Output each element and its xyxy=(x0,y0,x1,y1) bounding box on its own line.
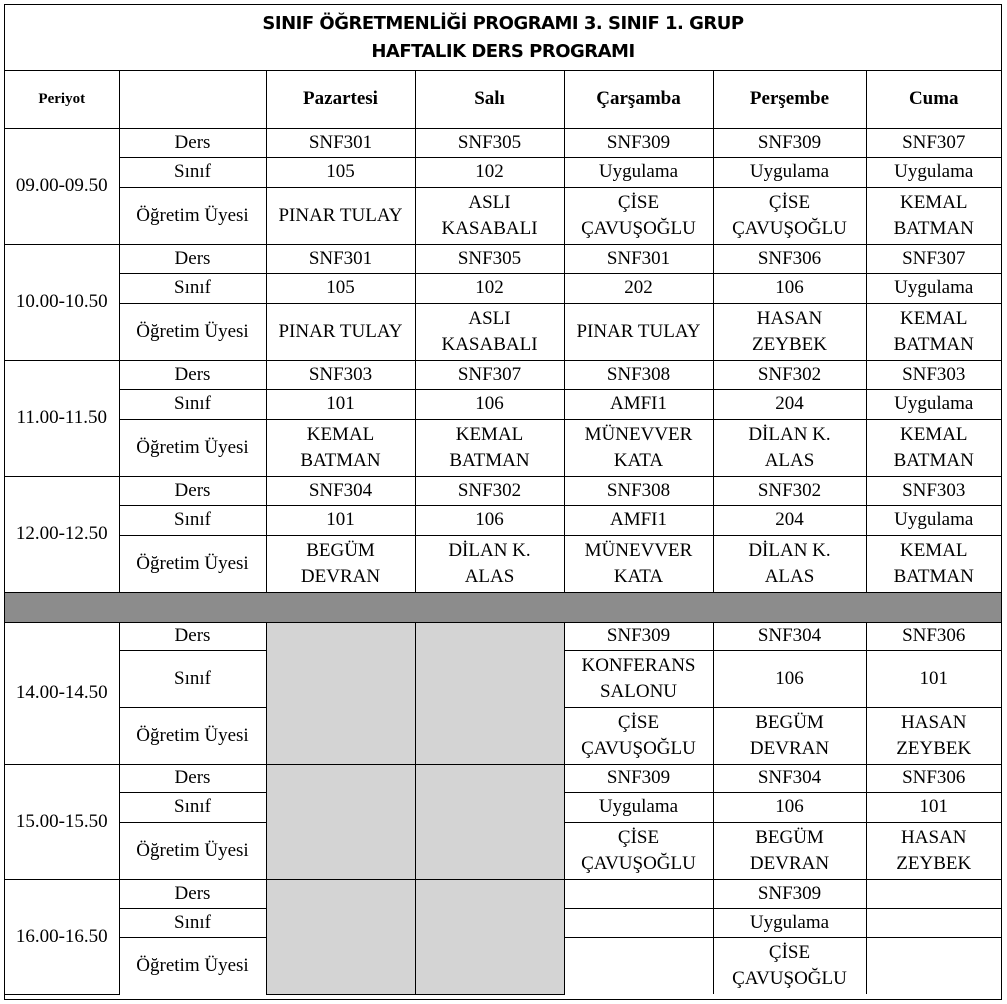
instructor xyxy=(866,822,1001,879)
classroom-text: 102 xyxy=(475,161,504,182)
course-code: SNF302 xyxy=(415,476,564,505)
schedule-table xyxy=(5,71,1001,995)
classroom-text: 106 xyxy=(775,796,804,817)
instructor-name-line: MÜNEVVER xyxy=(584,423,693,445)
instructor-name-line: BATMAN xyxy=(893,217,974,239)
classroom-text: 102 xyxy=(475,277,504,298)
period-row-ogretim_uyesi xyxy=(5,419,1001,476)
classroom xyxy=(713,157,866,187)
instructor xyxy=(415,535,564,592)
instructor-name-line: ÇİSE xyxy=(768,941,811,963)
classroom-text: AMFI1 xyxy=(609,509,667,530)
instructor xyxy=(564,937,713,994)
course-code: SNF304 xyxy=(266,476,415,505)
header-periyot: Periyot xyxy=(5,71,119,128)
period-row-sinif xyxy=(5,505,1001,535)
course-code: SNF309 xyxy=(564,622,713,650)
course-code: SNF301 xyxy=(266,128,415,157)
period-row-ders xyxy=(5,128,1001,157)
row-label-ders: Ders xyxy=(119,764,266,792)
instructor xyxy=(866,419,1001,476)
row-label-sinif: Sınıf xyxy=(119,908,266,937)
course-code: SNF309 xyxy=(713,128,866,157)
lunch-break-row xyxy=(5,592,1001,622)
instructor-name-line: BEGÜM xyxy=(755,826,824,848)
instructor xyxy=(564,419,713,476)
row-label-sinif: Sınıf xyxy=(119,650,266,707)
classroom xyxy=(564,505,713,535)
instructor-name-line: DEVRAN xyxy=(749,737,830,759)
period-time: 09.00-09.50 xyxy=(5,128,119,244)
row-label-ogretim_uyesi: Öğretim Üyesi xyxy=(119,937,266,994)
classroom-text: AMFI1 xyxy=(609,393,667,414)
row-label-ogretim_uyesi: Öğretim Üyesi xyxy=(119,822,266,879)
instructor-name-line: ÇİSE xyxy=(617,191,660,213)
instructor xyxy=(866,937,1001,994)
classroom-text: 106 xyxy=(475,509,504,530)
period-row-ders xyxy=(5,879,1001,908)
course-code xyxy=(564,879,713,908)
instructor-name-line: ÇAVUŞOĞLU xyxy=(581,852,696,874)
classroom xyxy=(713,908,866,937)
classroom-text: 101 xyxy=(326,509,355,530)
instructor-name-line: KEMAL xyxy=(306,423,375,445)
classroom xyxy=(866,389,1001,419)
title-line-1: SINIF ÖĞRETMENLİĞİ PROGRAMI 3. SINIF 1. GRUP xyxy=(262,12,744,34)
instructor-name-line: KEMAL xyxy=(899,423,968,445)
classroom xyxy=(713,650,866,707)
instructor-name-line: KATA xyxy=(613,565,664,587)
instructor-name-line: ZEYBEK xyxy=(896,852,972,874)
instructor xyxy=(713,822,866,879)
period-row-ders xyxy=(5,244,1001,273)
instructor xyxy=(866,187,1001,244)
classroom xyxy=(866,505,1001,535)
instructor-name-line: KEMAL xyxy=(899,539,968,561)
row-label-ders: Ders xyxy=(119,476,266,505)
schedule-sheet xyxy=(4,4,1002,1000)
course-code: SNF309 xyxy=(564,128,713,157)
classroom-text: 106 xyxy=(775,277,804,298)
classroom-text: Uygulama xyxy=(749,161,830,182)
course-code: SNF308 xyxy=(564,360,713,389)
instructor-name-line: KEMAL xyxy=(455,423,524,445)
course-code: SNF303 xyxy=(866,360,1001,389)
course-code: SNF306 xyxy=(866,764,1001,792)
empty-slot xyxy=(415,622,564,764)
course-code: SNF306 xyxy=(713,244,866,273)
row-label-sinif: Sınıf xyxy=(119,505,266,535)
classroom xyxy=(866,792,1001,822)
instructor xyxy=(266,187,415,244)
instructor-name-line: BEGÜM xyxy=(755,711,824,733)
period-row-ders xyxy=(5,764,1001,792)
instructor-name-line: ÇİSE xyxy=(617,826,660,848)
classroom-text: 204 xyxy=(775,509,804,530)
course-code: SNF304 xyxy=(713,622,866,650)
empty-slot xyxy=(266,622,415,764)
classroom xyxy=(266,273,415,303)
classroom xyxy=(564,908,713,937)
empty-slot xyxy=(266,764,415,879)
period-row-sinif xyxy=(5,389,1001,419)
classroom xyxy=(564,157,713,187)
instructor xyxy=(415,419,564,476)
instructor-name-line: DİLAN K. xyxy=(748,423,831,445)
instructor xyxy=(866,303,1001,360)
classroom xyxy=(415,389,564,419)
classroom xyxy=(564,273,713,303)
classroom-text: 101 xyxy=(326,393,355,414)
classroom-text: 105 xyxy=(326,161,355,182)
course-code xyxy=(866,879,1001,908)
instructor-name-line: ASLI xyxy=(468,191,511,213)
row-label-ogretim_uyesi: Öğretim Üyesi xyxy=(119,303,266,360)
course-code: SNF306 xyxy=(866,622,1001,650)
empty-slot xyxy=(415,764,564,879)
row-label-sinif: Sınıf xyxy=(119,157,266,187)
period-time: 15.00-15.50 xyxy=(5,764,119,879)
instructor-name-line: KEMAL xyxy=(899,307,968,329)
instructor xyxy=(713,535,866,592)
period-time: 11.00-11.50 xyxy=(5,360,119,476)
classroom-text: Uygulama xyxy=(894,393,974,414)
course-code: SNF303 xyxy=(266,360,415,389)
classroom xyxy=(713,389,866,419)
instructor-name-line: DEVRAN xyxy=(749,852,830,874)
instructor-name-line: DEVRAN xyxy=(300,565,381,587)
course-code: SNF304 xyxy=(713,764,866,792)
row-label-ders: Ders xyxy=(119,244,266,273)
instructor xyxy=(713,419,866,476)
course-code: SNF305 xyxy=(415,128,564,157)
classroom xyxy=(266,389,415,419)
classroom xyxy=(266,157,415,187)
course-code: SNF302 xyxy=(713,476,866,505)
header-day: Pazartesi xyxy=(266,71,415,128)
period-row-ders xyxy=(5,476,1001,505)
classroom xyxy=(415,273,564,303)
course-code: SNF309 xyxy=(713,879,866,908)
header-day: Perşembe xyxy=(713,71,866,128)
course-code: SNF301 xyxy=(266,244,415,273)
classroom-text: Uygulama xyxy=(598,796,679,817)
course-code: SNF307 xyxy=(866,128,1001,157)
instructor-name-line: PINAR TULAY xyxy=(278,204,403,226)
header-day: Salı xyxy=(415,71,564,128)
classroom xyxy=(713,792,866,822)
row-label-ogretim_uyesi: Öğretim Üyesi xyxy=(119,187,266,244)
instructor-name-line: KATA xyxy=(613,449,664,471)
classroom xyxy=(564,650,713,707)
classroom-text: Uygulama xyxy=(894,277,974,298)
row-label-sinif: Sınıf xyxy=(119,389,266,419)
classroom xyxy=(713,273,866,303)
instructor xyxy=(564,187,713,244)
instructor xyxy=(266,535,415,592)
period-row-ogretim_uyesi xyxy=(5,303,1001,360)
course-code: SNF309 xyxy=(564,764,713,792)
instructor xyxy=(713,303,866,360)
instructor-name-line: ALAS xyxy=(764,565,815,587)
instructor-name-line: ÇAVUŞOĞLU xyxy=(732,967,847,989)
lunch-break-bar xyxy=(5,592,1001,622)
instructor-name-line: HASAN xyxy=(901,711,967,733)
header-label-col xyxy=(119,71,266,128)
row-label-ders: Ders xyxy=(119,622,266,650)
instructor xyxy=(866,535,1001,592)
instructor-name-line: ÇAVUŞOĞLU xyxy=(581,217,696,239)
instructor xyxy=(713,937,866,994)
course-code: SNF301 xyxy=(564,244,713,273)
row-label-ogretim_uyesi: Öğretim Üyesi xyxy=(119,419,266,476)
instructor xyxy=(564,535,713,592)
period-time: 16.00-16.50 xyxy=(5,879,119,994)
instructor-name-line: MÜNEVVER xyxy=(584,539,693,561)
course-code: SNF303 xyxy=(866,476,1001,505)
instructor-name-line: DİLAN K. xyxy=(748,539,831,561)
instructor-name-line: BATMAN xyxy=(893,565,974,587)
row-label-ders: Ders xyxy=(119,128,266,157)
instructor xyxy=(415,187,564,244)
instructor-name-line: ÇİSE xyxy=(768,191,811,213)
instructor xyxy=(564,707,713,764)
row-label-ders: Ders xyxy=(119,360,266,389)
classroom xyxy=(415,505,564,535)
instructor xyxy=(564,822,713,879)
period-time: 14.00-14.50 xyxy=(5,622,119,764)
classroom-text: 106 xyxy=(775,667,804,689)
instructor-name-line: HASAN xyxy=(756,307,823,329)
course-code: SNF302 xyxy=(713,360,866,389)
instructor-name-line: ÇİSE xyxy=(617,711,660,733)
instructor-name-line: KASABALI xyxy=(441,333,538,355)
header-row xyxy=(5,71,1001,128)
classroom xyxy=(866,650,1001,707)
classroom xyxy=(866,273,1001,303)
row-label-ders: Ders xyxy=(119,879,266,908)
period-time: 10.00-10.50 xyxy=(5,244,119,360)
instructor-name-line: ÇAVUŞOĞLU xyxy=(732,217,847,239)
title-line-2: HAFTALIK DERS PROGRAMI xyxy=(371,40,635,62)
classroom xyxy=(866,908,1001,937)
instructor-name-line: ALAS xyxy=(464,565,515,587)
instructor-name-line: BATMAN xyxy=(893,449,974,471)
instructor-name-line: ZEYBEK xyxy=(752,333,827,355)
instructor-name-line: PINAR TULAY xyxy=(278,320,403,342)
classroom-text: 101 xyxy=(919,796,948,817)
classroom xyxy=(866,157,1001,187)
header-day: Cuma xyxy=(866,71,1001,128)
instructor-name-line: KASABALI xyxy=(441,217,538,239)
period-row-sinif xyxy=(5,157,1001,187)
instructor-name-line: BEGÜM xyxy=(306,539,375,561)
row-label-sinif: Sınıf xyxy=(119,273,266,303)
classroom-text: Uygulama xyxy=(894,509,974,530)
course-code: SNF307 xyxy=(415,360,564,389)
classroom-text: 204 xyxy=(775,393,804,414)
classroom-text: 105 xyxy=(326,277,355,298)
period-row-ders xyxy=(5,360,1001,389)
row-label-sinif: Sınıf xyxy=(119,792,266,822)
classroom-text: KONFERANS SALONU xyxy=(581,654,696,702)
empty-slot xyxy=(415,879,564,994)
course-code: SNF307 xyxy=(866,244,1001,273)
classroom-text: 106 xyxy=(475,393,504,414)
row-label-ogretim_uyesi: Öğretim Üyesi xyxy=(119,707,266,764)
course-code: SNF305 xyxy=(415,244,564,273)
period-row-ders xyxy=(5,622,1001,650)
classroom-text: 202 xyxy=(624,277,653,298)
instructor xyxy=(415,303,564,360)
classroom xyxy=(564,792,713,822)
instructor-name-line: PINAR TULAY xyxy=(576,320,701,342)
classroom-text: Uygulama xyxy=(749,911,830,933)
period-time: 12.00-12.50 xyxy=(5,476,119,592)
instructor-name-line: ZEYBEK xyxy=(896,737,972,759)
instructor-name-line: ASLI xyxy=(468,307,511,329)
period-row-sinif xyxy=(5,273,1001,303)
classroom-text: Uygulama xyxy=(894,161,974,182)
schedule-title xyxy=(5,5,1001,71)
instructor xyxy=(266,419,415,476)
classroom xyxy=(415,157,564,187)
course-code: SNF308 xyxy=(564,476,713,505)
instructor-name-line: DİLAN K. xyxy=(448,539,531,561)
instructor xyxy=(866,707,1001,764)
instructor xyxy=(713,707,866,764)
period-row-ogretim_uyesi xyxy=(5,535,1001,592)
classroom-text: 101 xyxy=(919,667,948,689)
period-row-ogretim_uyesi xyxy=(5,187,1001,244)
instructor-name-line: HASAN xyxy=(901,826,967,848)
instructor-name-line: ÇAVUŞOĞLU xyxy=(581,737,696,759)
classroom xyxy=(564,389,713,419)
row-label-ogretim_uyesi: Öğretim Üyesi xyxy=(119,535,266,592)
instructor-name-line: BATMAN xyxy=(893,333,974,355)
classroom xyxy=(266,505,415,535)
classroom xyxy=(713,505,866,535)
instructor-name-line: ALAS xyxy=(764,449,815,471)
instructor-name-line: BATMAN xyxy=(300,449,381,471)
instructor xyxy=(266,303,415,360)
instructor-name-line: BATMAN xyxy=(449,449,530,471)
empty-slot xyxy=(266,879,415,994)
classroom-text: Uygulama xyxy=(598,161,679,182)
instructor xyxy=(713,187,866,244)
instructor xyxy=(564,303,713,360)
header-day: Çarşamba xyxy=(564,71,713,128)
instructor-name-line: KEMAL xyxy=(899,191,968,213)
